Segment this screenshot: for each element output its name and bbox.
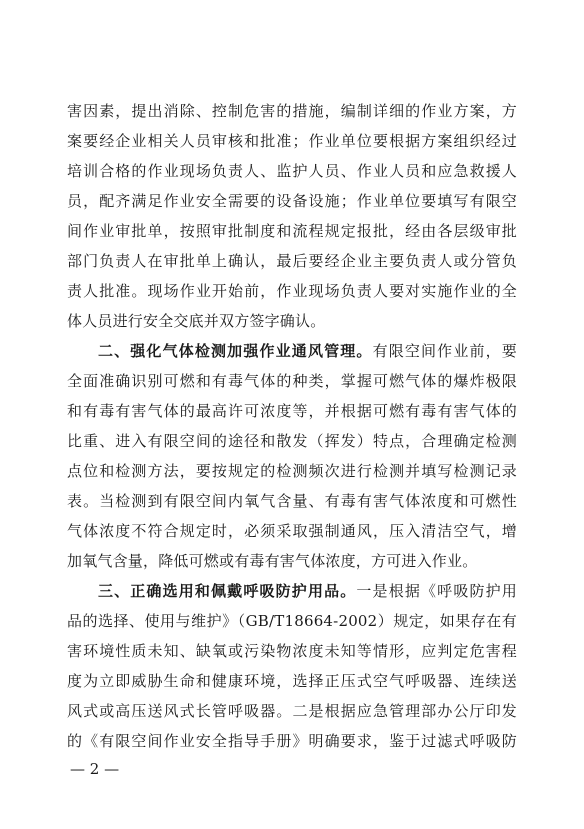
paragraph-line: 点位和检测方法，要按规定的检测频次进行检测并填写检测记录 bbox=[67, 462, 517, 480]
paragraph-first-line bbox=[67, 576, 517, 606]
paragraph-line: 部门负责人在审批单上确认，最后要经企业主要负责人或分管负 bbox=[67, 252, 517, 270]
paragraph-line: 加氧气含量，降低可燃或有毒有害气体浓度，方可进入作业。 bbox=[67, 552, 478, 570]
paragraph-line: 责人批准。现场作业开始前，作业现场负责人要对实施作业的全 bbox=[67, 282, 517, 300]
paragraph-line: 害环境性质未知、缺氧或污染物浓度未知等情形，应判定危害程 bbox=[67, 642, 517, 660]
section-heading: 三、正确选用和佩戴呼吸防护用品。 bbox=[97, 582, 357, 600]
paragraph-line: 品的选择、使用与维护》（GB/T18664-2002）规定，如果存在有 bbox=[67, 612, 517, 630]
paragraph-line: 培训合格的作业现场负责人、监护人员、作业人员和应急救援人 bbox=[67, 162, 517, 180]
paragraph-line: 害因素，提出消除、控制危害的措施，编制详细的作业方案，方 bbox=[67, 102, 517, 120]
paragraph-line: 风式或高压送风式长管呼吸器。二是根据应急管理部办公厅印发 bbox=[67, 702, 517, 720]
document-body bbox=[67, 96, 517, 756]
paragraph-first-line bbox=[67, 336, 517, 366]
paragraph-line: 体人员进行安全交底并双方签字确认。 bbox=[67, 312, 326, 330]
paragraph-line: 案要经企业相关人员审核和批准；作业单位要根据方案组织经过 bbox=[67, 132, 517, 150]
paragraph-line: 全面准确识别可燃和有毒气体的种类，掌握可燃气体的爆炸极限 bbox=[67, 372, 517, 390]
paragraph-line: 的《有限空间作业安全指导手册》明确要求，鉴于过滤式呼吸防 bbox=[67, 732, 517, 750]
paragraph-text: 有限空间作业前，要 bbox=[372, 342, 517, 360]
paragraph-line: 比重、进入有限空间的途径和散发（挥发）特点，合理确定检测 bbox=[67, 432, 517, 450]
paragraph-line: 员，配齐满足作业安全需要的设备设施；作业单位要填写有限空 bbox=[67, 192, 517, 210]
section-heading: 二、强化气体检测加强作业通风管理。 bbox=[97, 342, 373, 360]
paragraph-line: 度为立即威胁生命和健康环境，选择正压式空气呼吸器、连续送 bbox=[67, 672, 517, 690]
paragraph-line: 和有毒有害气体的最高许可浓度等，并根据可燃有毒有害气体的 bbox=[67, 402, 517, 420]
paragraph-line: 气体浓度不符合规定时，必须采取强制通风，压入清洁空气，增 bbox=[67, 522, 517, 540]
page-number: — 2 — bbox=[70, 760, 120, 778]
paragraph-line: 表。当检测到有限空间内氧气含量、有毒有害气体浓度和可燃性 bbox=[67, 492, 517, 510]
paragraph-text: 一是根据《呼吸防护用 bbox=[356, 582, 517, 600]
paragraph-line: 间作业审批单，按照审批制度和流程规定报批，经由各层级审批 bbox=[67, 222, 517, 240]
